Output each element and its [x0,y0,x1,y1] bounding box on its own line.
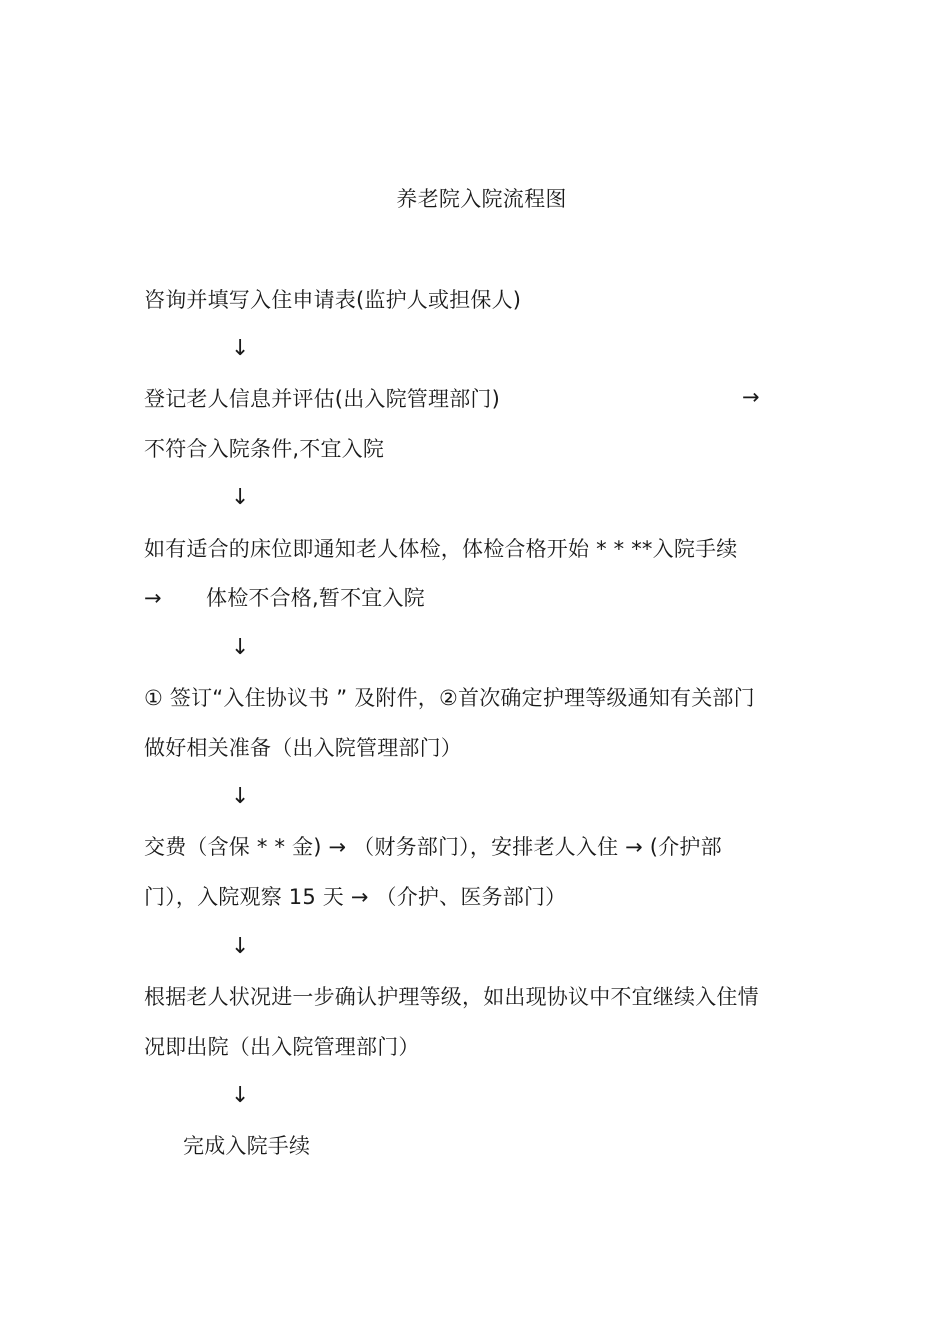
step-payment-checkin: 交费（含保 * * 金) → （财务部门），安排老人入住 → (介护部 [144,835,722,859]
down-arrow-icon: ↓ [231,635,250,660]
down-arrow-icon: ↓ [231,784,250,809]
step-confirm-care-level: 根据老人状况进一步确认护理等级，如出现协议中不宜继续入住情 [144,985,759,1009]
down-arrow-icon: ↓ [231,485,250,510]
step-complete: 完成入院手续 [183,1134,311,1158]
right-arrow-icon: → [742,385,760,409]
down-arrow-icon: ↓ [231,1083,250,1108]
step-medical-exam: 如有适合的床位即通知老人体检，体检合格开始 * * **入院手续 [144,537,738,561]
down-arrow-icon: ↓ [231,934,250,959]
step-consult-apply: 咨询并填写入住申请表(监护人或担保人) [144,288,522,312]
down-arrow-icon: ↓ [231,336,250,361]
branch-exam-failed: 体检不合格,暂不宜入院 [206,586,425,610]
right-arrow-icon: → [144,586,162,610]
step-payment-checkin-cont: 门），入院观察 15 天 → （介护、医务部门） [144,885,567,909]
step-register-assess: 登记老人信息并评估(出入院管理部门) [144,387,500,411]
step-sign-agreement: ① 签订“入住协议书 ” 及附件，②首次确定护理等级通知有关部门 [144,686,755,710]
page-title: 养老院入院流程图 [396,187,567,211]
step-confirm-care-level-cont: 况即出院（出入院管理部门） [144,1035,420,1059]
branch-not-eligible: 不符合入院条件,不宜入院 [144,437,385,461]
step-sign-agreement-cont: 做好相关准备（出入院管理部门） [144,736,462,760]
